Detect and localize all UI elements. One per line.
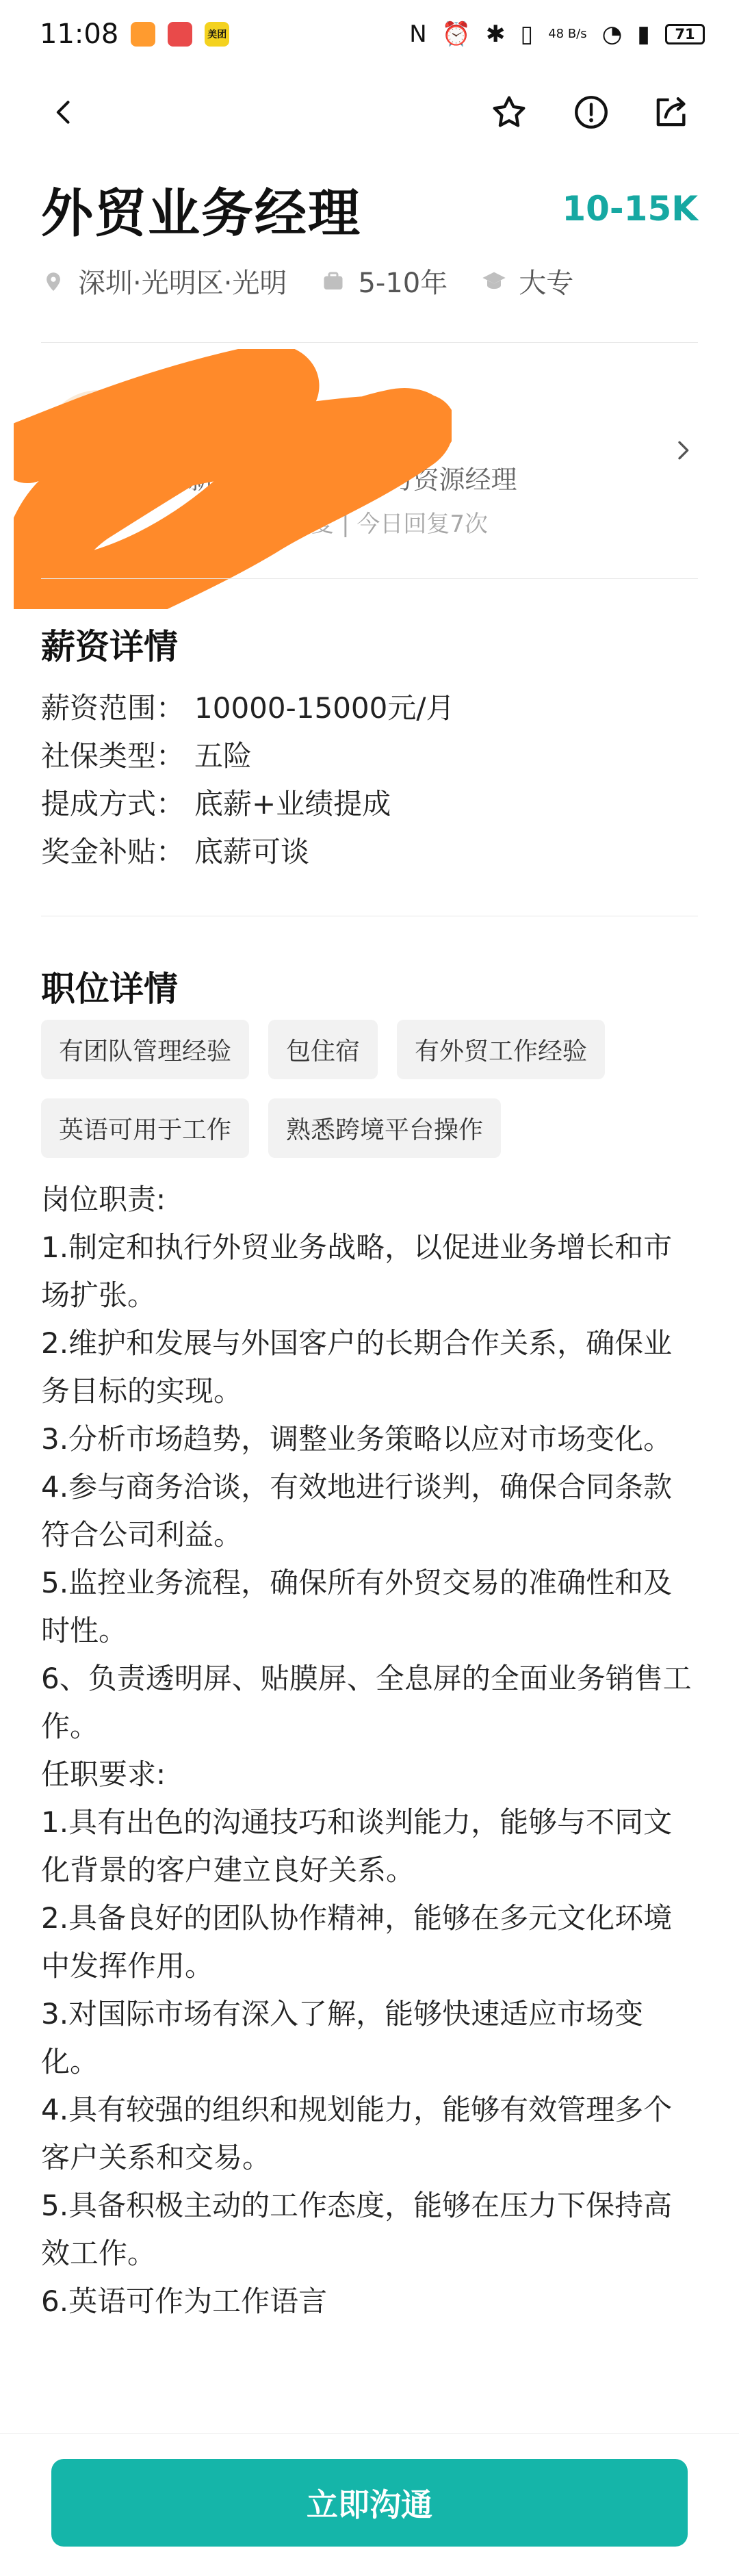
commission-value: 底薪+业绩提成 [194, 787, 391, 821]
status-time: 11:08 [40, 18, 119, 50]
insurance-value: 五险 [194, 739, 252, 773]
tag-team-management: 有团队管理经验 [41, 1020, 249, 1079]
recruiter-role: 人力资源经理 [361, 465, 517, 495]
bonus-label: 奖金补贴： [41, 835, 185, 868]
job-description: 岗位职责: 1.制定和执行外贸业务战略，以促进业务增长和市场扩张。 2.维护和发展与外国客户的长期合作关系，确保业务目标的实现。 3.分析市场趋势，调整业务策略以应对市场变化。 4.参与商务洽谈，有效地进行谈判，确保合同条款符合公司利益。 5.监控业务流程，确保所有外贸交易的准确性和及时性。 6、负责透明屏、贴膜屏、全息屏的全面业务销售工作。 任职要求: 1.具有出色的沟通技巧和谈判能力，能够与不同文化背景的客户建立良好关系。 2.具备良好的团队协作精神，能够在多元文化环境中发挥作用。 3.对国际市场有深入了解，能够快速适应市场变化。 4.具有较强的组织和规划能力，能够有效管理多个客户关系和交易。 5.具备积极主动的工作态度，能够在压力下保持高效工作。 6.英语可作为工作语言 [41, 1183, 692, 2318]
graduation-cap-icon [480, 268, 508, 295]
recruiter-company: 新起点光电 [188, 465, 319, 495]
tag-foreign-trade-experience: 有外贸工作经验 [397, 1020, 605, 1079]
location-icon [40, 268, 67, 295]
location-text: 深圳·光明区·光明 [78, 268, 287, 299]
salary-details [41, 684, 698, 876]
commission-label: 提成方式： [41, 787, 185, 821]
bonus-value: 底薪可谈 [194, 835, 310, 868]
divider-recruiter [41, 578, 698, 579]
footer-divider [0, 2433, 739, 2434]
status-bar [0, 0, 739, 68]
status-left [40, 18, 229, 50]
recruiter-company-role [188, 459, 517, 496]
network-speed: 48 B/s [548, 27, 587, 41]
bluetooth-icon: ✱ [485, 21, 506, 48]
location-meta [40, 261, 287, 300]
insurance-label: 社保类型： [41, 739, 185, 773]
signal-icon: ▮ [637, 21, 650, 48]
experience-meta [320, 261, 448, 300]
salary-section-title: 薪资详情 [41, 627, 178, 667]
tag-english-work: 英语可用于工作 [41, 1098, 249, 1158]
meta-dot: • [332, 462, 348, 493]
chevron-left-icon [49, 97, 79, 127]
job-title: 外贸业务经理 [41, 182, 361, 244]
tag-housing: 包住宿 [268, 1020, 378, 1079]
share-button[interactable] [646, 88, 695, 137]
bonus-row [41, 828, 698, 876]
footer-bar [0, 2433, 739, 2576]
job-title-row [41, 175, 698, 243]
app-icon-orange [131, 22, 155, 47]
report-button[interactable] [567, 88, 616, 137]
salary-range-label: 薪资范围： [41, 691, 185, 725]
recruiter-card[interactable] [41, 370, 698, 548]
alarm-icon: ⏰ [441, 21, 471, 48]
divider-top [41, 342, 698, 343]
nfc-icon: N [409, 21, 427, 48]
education-text: 大专 [519, 268, 574, 299]
salary-range-value: 10000-15000元/月 [194, 691, 455, 725]
back-button[interactable] [40, 88, 89, 137]
job-meta-row [40, 261, 697, 300]
commission-row [41, 780, 698, 828]
recruiter-reply-status: 19分钟前回复 | 今日回复7次 [188, 511, 488, 538]
job-tags [41, 1020, 712, 1177]
chevron-right-icon [669, 437, 697, 464]
salary-range-row [41, 684, 698, 732]
favorite-button[interactable] [484, 88, 534, 137]
meituan-icon: 美团 [205, 22, 229, 47]
top-nav [0, 75, 739, 151]
chat-now-button[interactable]: 立即沟通 [51, 2459, 688, 2547]
status-right [409, 21, 705, 48]
app-icon-red [168, 22, 192, 47]
star-icon [489, 92, 529, 132]
share-icon [651, 92, 690, 132]
wifi-icon: ◔ [601, 21, 623, 48]
briefcase-icon [320, 268, 347, 295]
experience-text: 5-10年 [358, 268, 448, 299]
insurance-row [41, 732, 698, 780]
tag-row-2 [41, 1098, 712, 1158]
vibrate-icon: ▯ [520, 21, 534, 48]
tag-row-1 [41, 1020, 712, 1079]
salary-label: 10-15K [562, 189, 698, 229]
battery-icon: 71 [665, 24, 705, 44]
avatar [41, 390, 157, 506]
education-meta [480, 261, 573, 300]
warning-icon [571, 92, 611, 132]
job-section-title: 职位详情 [41, 969, 178, 1009]
tag-cross-border-platform: 熟悉跨境平台操作 [268, 1098, 501, 1158]
